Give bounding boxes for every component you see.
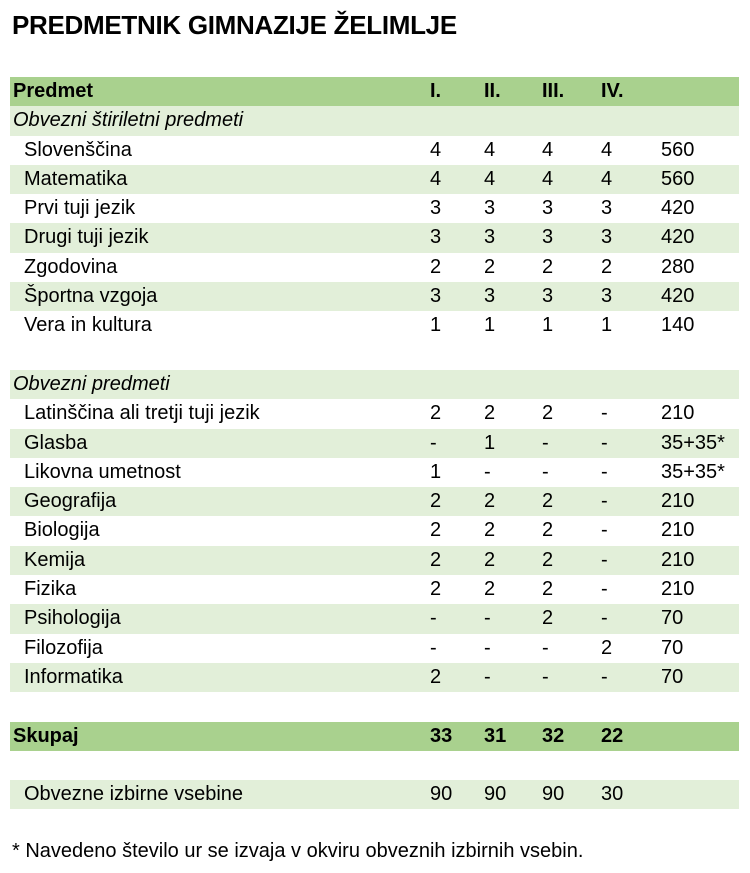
elective-year-4: 30 [601, 783, 624, 806]
hours-total: 210 [661, 490, 695, 513]
hours-year-1: 4 [430, 138, 442, 161]
hours-total: 420 [661, 285, 695, 308]
subject-name: Geografija [24, 490, 117, 513]
footnote: * Navedeno število ur se izvaja v okviru obveznih izbirnih vsebin. [12, 840, 584, 862]
spacer-row [10, 751, 739, 780]
hours-year-3: 2 [542, 255, 554, 278]
table-row [10, 458, 739, 487]
hours-year-2: - [484, 460, 491, 483]
hours-year-2: 2 [484, 578, 496, 601]
hours-year-1: 3 [430, 226, 442, 249]
hours-year-1: 2 [430, 665, 442, 688]
hours-year-2: 2 [484, 548, 496, 571]
hours-year-3: - [542, 431, 549, 454]
header-subject: Predmet [13, 80, 94, 102]
hours-total: 70 [661, 607, 684, 630]
hours-year-4: - [601, 578, 608, 601]
hours-year-2: 4 [484, 167, 496, 190]
hours-year-4: - [601, 548, 608, 571]
table-row [10, 165, 739, 194]
hours-year-4: - [601, 490, 608, 513]
hours-year-4: - [601, 431, 608, 454]
hours-year-3: 2 [542, 402, 554, 425]
hours-year-4: 3 [601, 226, 613, 249]
elective-year-3: 90 [542, 783, 565, 806]
subject-name: Filozofija [24, 636, 103, 659]
elective-row [10, 780, 739, 809]
hours-year-3: - [542, 460, 549, 483]
subject-name: Kemija [24, 548, 86, 571]
hours-total: 210 [661, 578, 695, 601]
hours-year-1: 2 [430, 519, 442, 542]
hours-year-3: 2 [542, 578, 554, 601]
page-title: PREDMETNIK GIMNAZIJE ŽELIMLJE [12, 10, 457, 40]
table-row [10, 546, 739, 575]
hours-year-4: 3 [601, 285, 613, 308]
hours-total: 210 [661, 402, 695, 425]
table-row [10, 311, 739, 340]
hours-year-1: - [430, 607, 437, 630]
subject-name: Latinščina ali tretji tuji jezik [24, 402, 260, 425]
hours-year-2: 2 [484, 519, 496, 542]
hours-year-1: - [430, 636, 437, 659]
hours-year-4: 3 [601, 197, 613, 220]
hours-year-3: 4 [542, 138, 554, 161]
hours-year-2: 1 [484, 431, 496, 454]
subject-name: Biologija [24, 519, 100, 542]
hours-year-3: 3 [542, 197, 554, 220]
hours-year-2: 2 [484, 255, 496, 278]
subject-name: Vera in kultura [24, 314, 152, 337]
table-row [10, 487, 739, 516]
hours-year-3: 2 [542, 519, 554, 542]
table-row [10, 282, 739, 311]
subject-name: Informatika [24, 665, 123, 688]
hours-year-3: 4 [542, 167, 554, 190]
table-row [10, 575, 739, 604]
elective-year-1: 90 [430, 783, 453, 806]
header-year-2: II. [484, 80, 501, 102]
hours-total: 210 [661, 519, 695, 542]
subject-name: Zgodovina [24, 255, 118, 278]
table-row [10, 429, 739, 458]
hours-year-1: 1 [430, 460, 442, 483]
total-row [10, 722, 739, 751]
hours-year-1: 2 [430, 490, 442, 513]
header-year-3: III. [542, 80, 565, 102]
hours-year-3: 2 [542, 490, 554, 513]
subject-name: Psihologija [24, 607, 121, 630]
header-year-1: I. [430, 80, 442, 102]
hours-total: 560 [661, 167, 695, 190]
hours-year-3: 2 [542, 548, 554, 571]
spacer-row [10, 692, 739, 721]
hours-year-2: 2 [484, 490, 496, 513]
hours-total: 210 [661, 548, 695, 571]
hours-year-4: - [601, 402, 608, 425]
table-row [10, 663, 739, 692]
section-label: Obvezni predmeti [13, 372, 170, 395]
subject-name: Drugi tuji jezik [24, 226, 149, 249]
subject-name: Glasba [24, 431, 88, 454]
section-header-four-year [10, 106, 739, 135]
hours-year-1: 3 [430, 197, 442, 220]
hours-year-1: 2 [430, 402, 442, 425]
elective-label: Obvezne izbirne vsebine [24, 783, 244, 806]
hours-year-4: 4 [601, 138, 613, 161]
hours-year-3: 1 [542, 314, 554, 337]
hours-year-4: 2 [601, 636, 613, 659]
hours-total: 420 [661, 226, 695, 249]
total-label: Skupaj [13, 724, 79, 747]
hours-year-2: - [484, 607, 491, 630]
hours-year-2: - [484, 636, 491, 659]
hours-total: 70 [661, 636, 684, 659]
total-year-3: 32 [542, 724, 565, 747]
table-row [10, 253, 739, 282]
table-row [10, 194, 739, 223]
hours-year-4: - [601, 519, 608, 542]
hours-year-4: 4 [601, 167, 613, 190]
hours-year-2: 3 [484, 226, 496, 249]
curriculum-table [10, 77, 739, 809]
table-row [10, 634, 739, 663]
hours-year-1: - [430, 431, 437, 454]
hours-total: 140 [661, 314, 695, 337]
elective-year-2: 90 [484, 783, 507, 806]
hours-year-2: 3 [484, 197, 496, 220]
subject-name: Prvi tuji jezik [24, 197, 136, 220]
hours-total: 560 [661, 138, 695, 161]
hours-year-1: 2 [430, 548, 442, 571]
total-year-4: 22 [601, 724, 624, 747]
table-row [10, 136, 739, 165]
section-label: Obvezni štiriletni predmeti [13, 109, 244, 132]
subject-name: Matematika [24, 167, 128, 190]
table-row [10, 604, 739, 633]
hours-total: 70 [661, 665, 684, 688]
total-year-1: 33 [430, 724, 453, 747]
hours-year-1: 3 [430, 285, 442, 308]
hours-year-1: 2 [430, 255, 442, 278]
hours-year-3: 2 [542, 607, 554, 630]
hours-year-3: - [542, 665, 549, 688]
hours-year-4: - [601, 460, 608, 483]
table-row [10, 223, 739, 252]
hours-year-2: 2 [484, 402, 496, 425]
hours-year-4: 2 [601, 255, 613, 278]
hours-year-2: 3 [484, 285, 496, 308]
total-year-2: 31 [484, 724, 507, 747]
table-header-row [10, 77, 739, 106]
spacer-row [10, 341, 739, 370]
hours-total: 35+35* [661, 431, 725, 454]
hours-year-3: 3 [542, 226, 554, 249]
hours-total: 420 [661, 197, 695, 220]
hours-year-3: 3 [542, 285, 554, 308]
table-row [10, 399, 739, 428]
subject-name: Fizika [24, 578, 77, 601]
hours-year-4: - [601, 665, 608, 688]
subject-name: Likovna umetnost [24, 460, 181, 483]
hours-year-2: 4 [484, 138, 496, 161]
subject-name: Slovenščina [24, 138, 132, 161]
hours-year-2: - [484, 665, 491, 688]
hours-year-2: 1 [484, 314, 496, 337]
section-header-mandatory [10, 370, 739, 399]
hours-year-4: 1 [601, 314, 613, 337]
hours-year-1: 2 [430, 578, 442, 601]
hours-year-1: 4 [430, 167, 442, 190]
hours-total: 35+35* [661, 460, 725, 483]
table-row [10, 516, 739, 545]
hours-year-3: - [542, 636, 549, 659]
hours-total: 280 [661, 255, 695, 278]
hours-year-1: 1 [430, 314, 442, 337]
subject-name: Športna vzgoja [24, 285, 158, 308]
header-year-4: IV. [601, 80, 624, 102]
hours-year-4: - [601, 607, 608, 630]
